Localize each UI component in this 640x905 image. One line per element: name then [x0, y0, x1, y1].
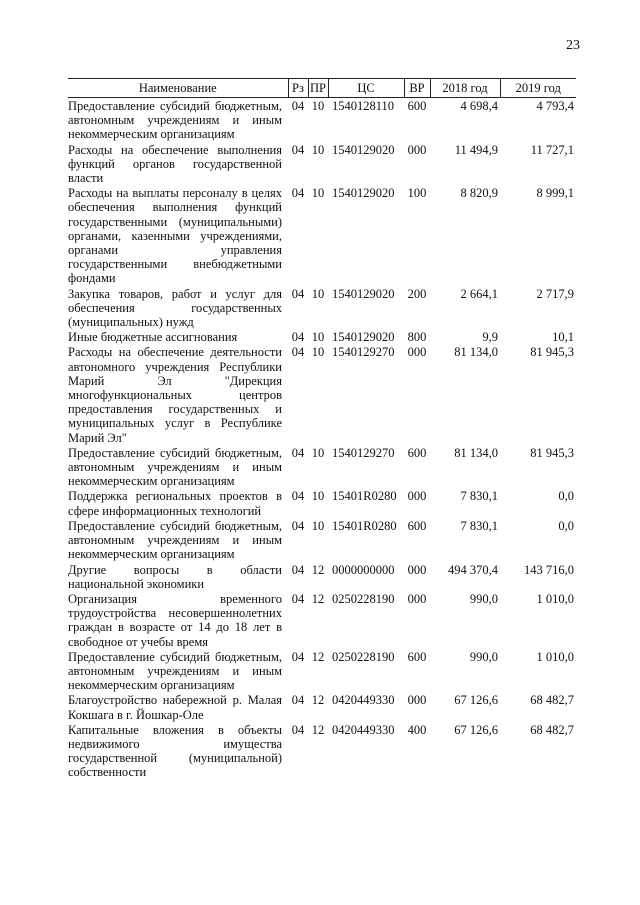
row-pr: 12 [311, 693, 325, 708]
row-2019: 4 793,4 [536, 99, 574, 113]
table-row [68, 344, 576, 444]
row-name: Расходы на выплаты персоналу в целях обеспечения выполнения функций государственными (муниципальными) органами, казенными учреждениями, органами управления государственными внебюджетными фондами [68, 186, 282, 286]
row-2018: 81 134,0 [454, 345, 498, 360]
row-vr: 600 [407, 99, 427, 113]
row-2019: 8 999,1 [536, 186, 574, 201]
row-2018: 990,0 [469, 649, 498, 664]
row-cs: 1540129020 [332, 330, 395, 345]
row-rz: 04 [291, 649, 305, 664]
row-cs: 0250228190 [332, 649, 395, 664]
row-2018: 81 134,0 [454, 445, 498, 460]
row-cs: 15401R0280 [332, 489, 397, 504]
row-cs: 0420449330 [332, 693, 395, 708]
row-2018: 67 126,6 [454, 693, 498, 708]
header-cs: ЦС [328, 79, 404, 98]
row-vr: 000 [407, 345, 427, 360]
row-2018: 990,0 [469, 591, 498, 606]
row-name: Капитальные вложения в объекты недвижимого имущества государственной (муниципальной) собственности [68, 722, 282, 780]
table-row [68, 445, 576, 489]
table-row [68, 649, 576, 693]
row-vr: 100 [407, 186, 427, 201]
row-rz: 04 [291, 142, 305, 157]
row-name: Расходы на обеспечение деятельности автономного учреждения Республики Марий Эл "Дирекция многофункциональных центров предоставления государственных и муниципальных услуг в Республике Марий Эл" [68, 345, 282, 445]
row-name: Предоставление субсидий бюджетным, автономным учреждениям и иным некоммерческим организациям [68, 518, 282, 562]
row-2019: 2 717,9 [536, 286, 574, 301]
row-vr: 200 [407, 286, 427, 301]
row-2019: 143 716,0 [524, 562, 574, 577]
row-2019: 68 482,7 [530, 693, 574, 708]
row-rz: 04 [291, 693, 305, 708]
row-2018: 2 664,1 [460, 286, 498, 301]
row-2019: 81 945,3 [530, 445, 574, 460]
row-rz: 04 [291, 186, 305, 201]
table-row [68, 722, 576, 780]
row-2018: 4 698,4 [460, 99, 498, 113]
row-rz: 04 [291, 345, 305, 360]
row-cs: 1540129270 [332, 445, 395, 460]
row-rz: 04 [291, 99, 305, 113]
table-row [68, 98, 576, 142]
row-pr: 10 [311, 330, 325, 345]
row-cs: 0000000000 [332, 562, 395, 577]
row-cs: 1540129020 [332, 142, 395, 157]
row-pr: 10 [311, 286, 325, 301]
row-vr: 600 [407, 649, 427, 664]
table-row [68, 286, 576, 330]
row-name: Закупка товаров, работ и услуг для обеспечения государственных (муниципальных) нужд [68, 286, 282, 330]
row-vr: 000 [407, 591, 427, 606]
row-pr: 10 [311, 489, 325, 504]
row-name: Предоставление субсидий бюджетным, автономным учреждениям и иным некоммерческим организациям [68, 99, 282, 142]
row-2018: 9,9 [482, 330, 498, 345]
row-name: Благоустройство набережной р. Малая Кокшага в г. Йошкар-Оле [68, 693, 282, 722]
table-row [68, 591, 576, 649]
row-vr: 800 [407, 330, 427, 345]
header-vr: ВР [404, 79, 430, 98]
budget-table [68, 78, 576, 780]
row-cs: 1540129270 [332, 345, 395, 360]
row-pr: 10 [311, 345, 325, 360]
row-2019: 68 482,7 [530, 722, 574, 737]
table-header-row [68, 79, 576, 98]
row-name: Другие вопросы в области национальной экономики [68, 562, 282, 591]
row-pr: 10 [311, 99, 325, 113]
row-2019: 10,1 [552, 330, 574, 345]
page-number: 23 [566, 38, 580, 53]
row-name: Предоставление субсидий бюджетным, автономным учреждениям и иным некоммерческим организациям [68, 445, 282, 489]
row-rz: 04 [291, 445, 305, 460]
row-2019: 0,0 [558, 489, 574, 504]
row-rz: 04 [291, 722, 305, 737]
header-rz: Рз [288, 79, 308, 98]
row-rz: 04 [291, 330, 305, 345]
row-rz: 04 [291, 591, 305, 606]
row-cs: 1540129020 [332, 186, 395, 201]
row-2018: 7 830,1 [460, 489, 498, 504]
row-name: Поддержка региональных проектов в сфере информационных технологий [68, 489, 282, 518]
row-2019: 11 727,1 [530, 142, 574, 157]
row-rz: 04 [291, 562, 305, 577]
row-2018: 67 126,6 [454, 722, 498, 737]
row-2018: 7 830,1 [460, 518, 498, 533]
row-pr: 10 [311, 186, 325, 201]
table-row [68, 488, 576, 517]
table-row [68, 562, 576, 591]
row-2019: 81 945,3 [530, 345, 574, 360]
row-vr: 000 [407, 142, 427, 157]
row-vr: 000 [407, 489, 427, 504]
table-row [68, 142, 576, 186]
row-name: Предоставление субсидий бюджетным, автономным учреждениям и иным некоммерческим организациям [68, 649, 282, 693]
row-pr: 12 [311, 649, 325, 664]
row-vr: 600 [407, 518, 427, 533]
row-pr: 10 [311, 142, 325, 157]
row-cs: 0420449330 [332, 722, 395, 737]
table-row [68, 329, 576, 344]
row-2019: 1 010,0 [536, 649, 574, 664]
row-name: Расходы на обеспечение выполнения функций органов государственной власти [68, 142, 282, 186]
row-2019: 1 010,0 [536, 591, 574, 606]
row-2018: 8 820,9 [460, 186, 498, 201]
row-pr: 12 [311, 562, 325, 577]
header-2018: 2018 год [430, 79, 500, 98]
row-vr: 600 [407, 445, 427, 460]
row-2018: 494 370,4 [448, 562, 498, 577]
row-vr: 000 [407, 562, 427, 577]
row-2019: 0,0 [558, 518, 574, 533]
row-cs: 15401R0280 [332, 518, 397, 533]
header-2019: 2019 год [500, 79, 576, 98]
row-cs: 1540129020 [332, 286, 395, 301]
row-pr: 10 [311, 445, 325, 460]
row-2018: 11 494,9 [454, 142, 498, 157]
table-row [68, 692, 576, 721]
row-rz: 04 [291, 489, 305, 504]
row-vr: 400 [407, 722, 427, 737]
table-row [68, 518, 576, 562]
row-pr: 12 [311, 591, 325, 606]
row-name: Организация временного трудоустройства несовершеннолетних граждан в возрасте от 14 до 18 лет в свободное от учебы время [68, 591, 282, 649]
row-rz: 04 [291, 286, 305, 301]
row-pr: 12 [311, 722, 325, 737]
row-name: Иные бюджетные ассигнования [68, 330, 238, 345]
table-row [68, 185, 576, 285]
header-name: Наименование [68, 79, 288, 98]
row-rz: 04 [291, 518, 305, 533]
row-vr: 000 [407, 693, 427, 708]
row-pr: 10 [311, 518, 325, 533]
header-pr: ПР [308, 79, 328, 98]
row-cs: 0250228190 [332, 591, 395, 606]
row-cs: 1540128110 [332, 99, 395, 113]
